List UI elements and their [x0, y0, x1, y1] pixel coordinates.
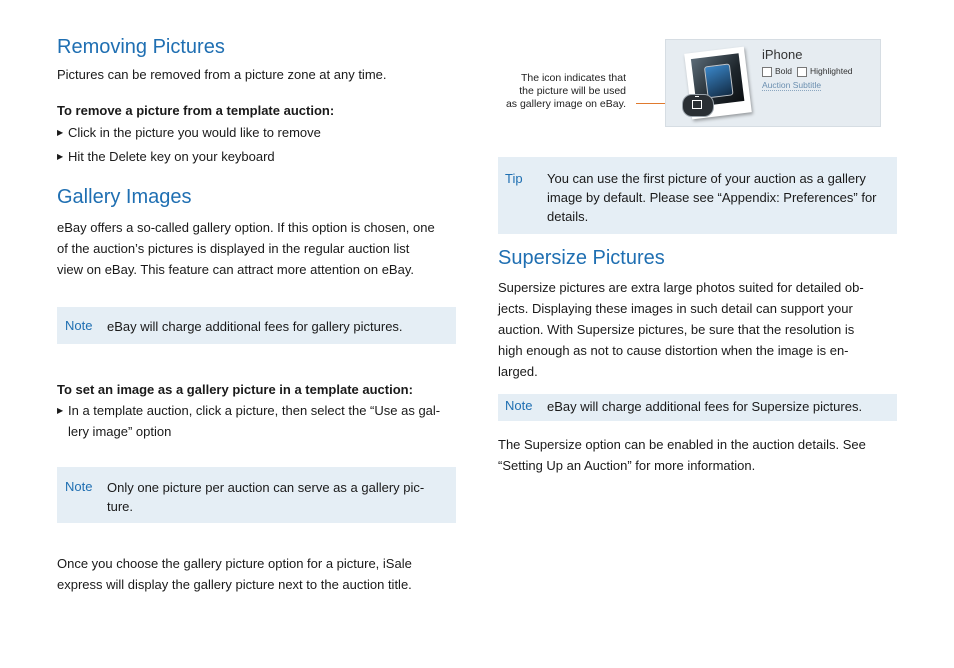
tip-label: Tip	[505, 171, 523, 186]
bullet-triangle-icon: ▶	[57, 128, 64, 137]
heading-removing-pictures: Removing Pictures	[57, 36, 225, 58]
note-label: Note	[505, 398, 533, 413]
heading-gallery-images: Gallery Images	[57, 186, 192, 208]
gallery-screenshot	[665, 39, 881, 127]
gallery-paragraph: eBay offers a so-called gallery option. If this option is chosen, one of the auction’s pictures is displayed in the regular auction list view on eBay. This feature can attract more attention on eBay.	[57, 220, 435, 277]
tip-text: You can use the first picture of your auction as a gallery image by default. Please see “Appendix: Preferences” for details.	[547, 171, 877, 224]
auction-subtitle-link[interactable]: Auction Subtitle	[762, 80, 822, 90]
removing-intro: Pictures can be removed from a picture zone at any time.	[57, 67, 387, 82]
note-text: eBay will charge additional fees for Supersize pictures.	[547, 399, 863, 414]
supersize-closing: The Supersize option can be enabled in the auction details. See “Setting Up an Auction” for more information.	[498, 437, 866, 473]
note-text: Only one picture per auction can serve as a gallery pic- ture.	[107, 480, 425, 514]
highlighted-label: Highlighted	[810, 66, 853, 76]
note-label: Note	[65, 318, 93, 333]
note-text: eBay will charge additional fees for gallery pictures.	[107, 319, 403, 334]
note-box	[498, 394, 897, 421]
supersize-paragraph: Supersize pictures are extra large photos suited for detailed ob- jects. Displaying these images in such detail can support your auction. With Supersize pictures, be sure that the resolution is high enough as not to cause distortion when the image is en- larged.	[498, 280, 864, 379]
gallery-badge-icon	[682, 94, 714, 117]
bullet-triangle-icon: ▶	[57, 406, 64, 415]
note-label: Note	[65, 479, 93, 494]
screenshot-title: iPhone	[762, 47, 803, 62]
list-item: ▶ Click in the picture you would like to remove	[57, 122, 321, 143]
gallery-icon-caption: The icon indicates that the picture will be used as gallery image on eBay.	[505, 72, 626, 110]
heading-supersize-pictures: Supersize Pictures	[498, 247, 665, 269]
note-box	[57, 307, 456, 344]
phone-icon	[704, 63, 734, 98]
list-item: ▶ Hit the Delete key on your keyboard	[57, 146, 275, 167]
list-item: ▶ In a template auction, click a picture, then select the “Use as gal- lery image” option	[57, 400, 457, 442]
note-box	[57, 467, 456, 523]
highlighted-checkbox[interactable]	[797, 67, 807, 77]
removing-subheading: To remove a picture from a template auction:	[57, 103, 335, 118]
gallery-subheading: To set an image as a gallery picture in a template auction:	[57, 382, 413, 397]
gallery-closing: Once you choose the gallery picture option for a picture, iSale express will display the gallery picture next to the auction title.	[57, 556, 412, 592]
bullet-triangle-icon: ▶	[57, 152, 64, 161]
bold-label: Bold	[775, 66, 793, 76]
bold-checkbox[interactable]	[762, 67, 772, 77]
tip-box	[498, 157, 897, 234]
